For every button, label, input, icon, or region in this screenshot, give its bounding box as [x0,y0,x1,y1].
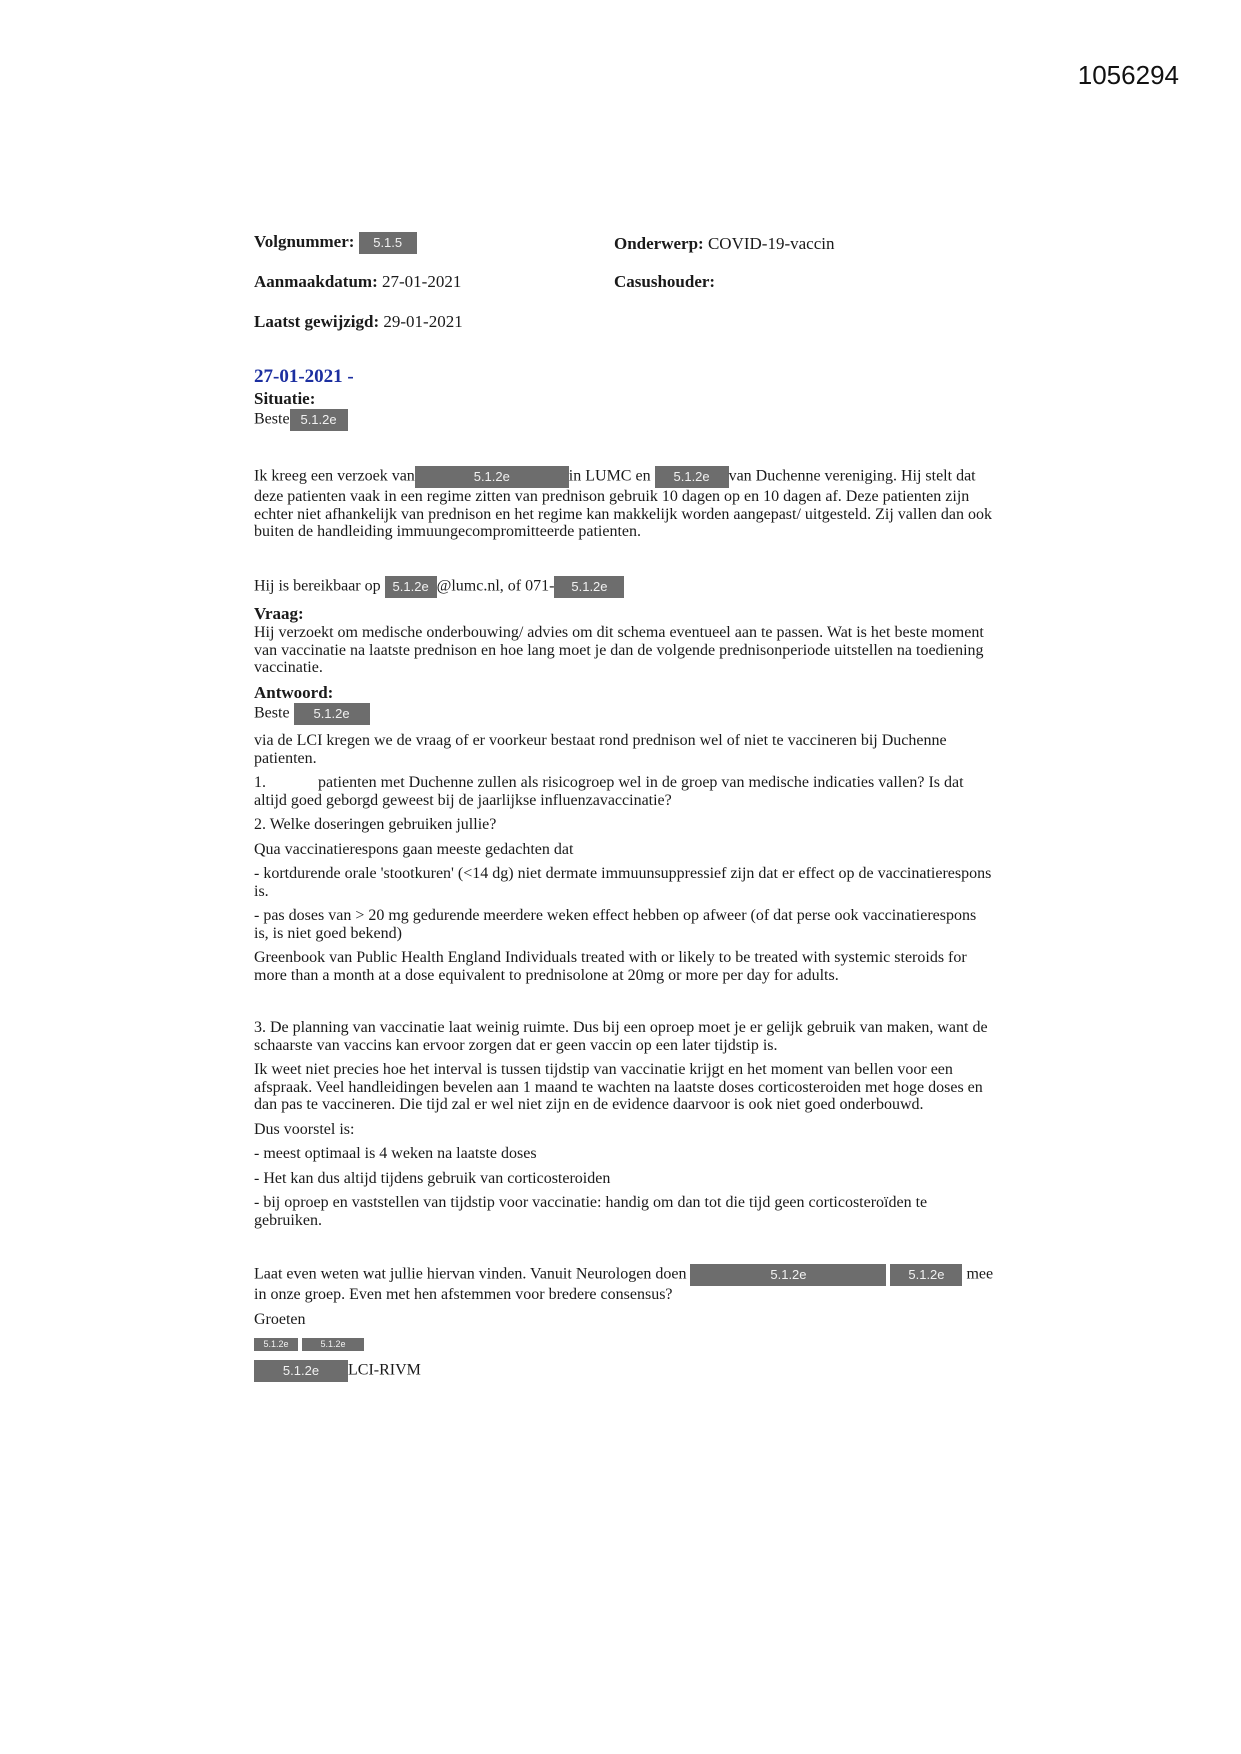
situatie-label: Situatie: [254,388,316,408]
spacer [254,1236,994,1264]
redaction-block: 5.1.2e [415,466,569,488]
antwoord-paragraph: Qua vaccinatierespons gaan meeste gedachten dat [254,840,574,858]
spacer [254,991,994,1019]
redaction-block: 5.1.5 [359,232,417,254]
antwoord-paragraph: Dus voorstel is: [254,1120,355,1138]
antwoord-paragraph: - Het kan dus altijd tijdens gebruik van corticosteroiden [254,1169,611,1187]
antwoord-paragraph: - pas doses van > 20 mg gedurende meerdere weken effect hebben op afweer (of dat perse ook vaccinatierespons is, is niet goed bekend) [254,907,977,942]
redaction-block: 5.1.2e [690,1264,886,1286]
antwoord-paragraph: - kortdurende orale 'stootkuren' (<14 dg) niet dermate immuunsuppressief zijn dat er effect op de vaccinatierespons is. [254,865,992,900]
antwoord-paragraph: 3. De planning van vaccinatie laat weinig ruimte. Dus bij een oproep moet je er gelijk gebruik van maken, want de schaarste van vaccins kan ervoor zorgen dat er geen vaccin op een later tijdstip is. [254,1019,988,1054]
list-number: 1. [254,774,266,791]
antwoord-paragraph [254,774,994,809]
redaction-block: 5.1.2e [294,703,370,725]
situatie-greeting [254,409,994,431]
organisation-line [254,1360,994,1382]
redaction-block: 5.1.2e [655,466,729,488]
redaction-block: 5.1.2e [290,409,348,431]
casushouder-row [614,272,715,292]
situatie-paragraph [254,466,994,541]
antwoord-paragraph: Ik weet niet precies hoe het interval is tussen tijdstip van vaccinatie krijgt en het moment van bellen voor een afspraak. Veel handleidingen bevelen aan 1 maand te wachten na laatste doses corticosteroiden met hoge doses en dan pas te vaccineren. Die tijd zal er wel niet zijn en de evidence daarvoor is ook niet goed onderbouwd. [254,1061,983,1113]
text-fragment: mee in onze groep. Even met hen afstemmen voor bredere consensus? [254,1265,994,1303]
redaction-block: 5.1.2e [890,1264,962,1286]
signature-redactions [254,1335,994,1353]
text-fragment: Hij is bereikbaar op [254,577,381,595]
aanmaakdatum-label: Aanmaakdatum: [254,272,378,291]
entry-date-heading: 27-01-2021 - [254,366,354,387]
organisation-name: LCI-RIVM [348,1361,421,1379]
antwoord-paragraph: Greenbook van Public Health England Individuals treated with or likely to be treated with systemic steroids for more than a month at a dose equivalent to prednisolone at 20mg or more per day for adults. [254,949,967,984]
volgnummer-row [254,232,417,254]
onderwerp-value: COVID-19-vaccin [707,234,835,253]
volgnummer-label: Volgnummer: [254,232,355,251]
laatst-gewijzigd-value: 29-01-2021 [383,312,463,331]
text-fragment: Ik kreeg een verzoek van [254,467,415,485]
greeting-text: Beste [254,704,290,722]
text-fragment: patienten met Duchenne zullen als risicogroep wel in de groep van medische indicaties vallen? Is dat altijd goed geborgd geweest bij de jaarlijkse influenzavaccinatie? [254,774,964,809]
redaction-block: 5.1.2e [302,1338,364,1351]
onderwerp-label: Onderwerp: [614,234,704,253]
spacer [254,548,994,576]
text-fragment: van Duchenne vereniging. Hij stelt dat deze patienten vaak in een regime zitten van prednison gebruik 10 dagen op en 10 dagen af. Deze patienten zijn echter niet afhankelijk van prednison en het regime kan makkelijk worden aangepast/ uitgesteld. Zij vallen dan ook buiten de handleiding immuungecompromitteerde patienten. [254,467,992,540]
antwoord-paragraph: - bij oproep en vaststellen van tijdstip voor vaccinatie: handig om dan tot die tijd geen corticosteroïden te gebruiken. [254,1194,928,1229]
vraag-text: Hij verzoekt om medische onderbouwing/ advies om dit schema eventueel aan te passen. Wat is het beste moment van vaccinatie na laatste prednison en hoe lang moet je dan de volgende prednisonperiode uitstellen na toediening vaccinatie. [254,624,984,676]
vraag-label: Vraag: [254,603,304,623]
text-fragment: @lumc.nl, of 071- [436,577,555,595]
redaction-block: 5.1.2e [385,576,437,598]
antwoord-paragraph: via de LCI kregen we de vraag of er voorkeur bestaat rond prednison wel of niet te vaccineren bij Duchenne patienten. [254,732,947,767]
antwoord-paragraph: - meest optimaal is 4 weken na laatste doses [254,1145,537,1162]
aanmaakdatum-row [254,272,461,292]
text-fragment: in LUMC en [568,467,651,485]
antwoord-greeting [254,703,994,725]
contact-line [254,576,994,598]
antwoord-label: Antwoord: [254,682,334,702]
aanmaakdatum-value: 27-01-2021 [382,272,462,291]
redaction-block: 5.1.2e [254,1360,348,1382]
closing-paragraph [254,1264,994,1304]
groeten-line: Groeten [254,1310,306,1328]
antwoord-paragraph: 2. Welke doseringen gebruiken jullie? [254,816,497,833]
greeting-text: Beste [254,410,290,428]
laatst-gewijzigd-label: Laatst gewijzigd: [254,312,380,331]
redaction-block: 5.1.2e [254,1338,298,1351]
casushouder-label: Casushouder: [614,272,716,291]
spacer [254,438,994,466]
entry-content [254,368,994,1389]
onderwerp-row [614,234,834,254]
document-number: 1056294 [1077,60,1179,90]
laatst-gewijzigd-row [254,312,463,332]
text-fragment: Laat even weten wat jullie hiervan vinden. Vanuit Neurologen doen [254,1265,687,1283]
redaction-block: 5.1.2e [554,576,624,598]
